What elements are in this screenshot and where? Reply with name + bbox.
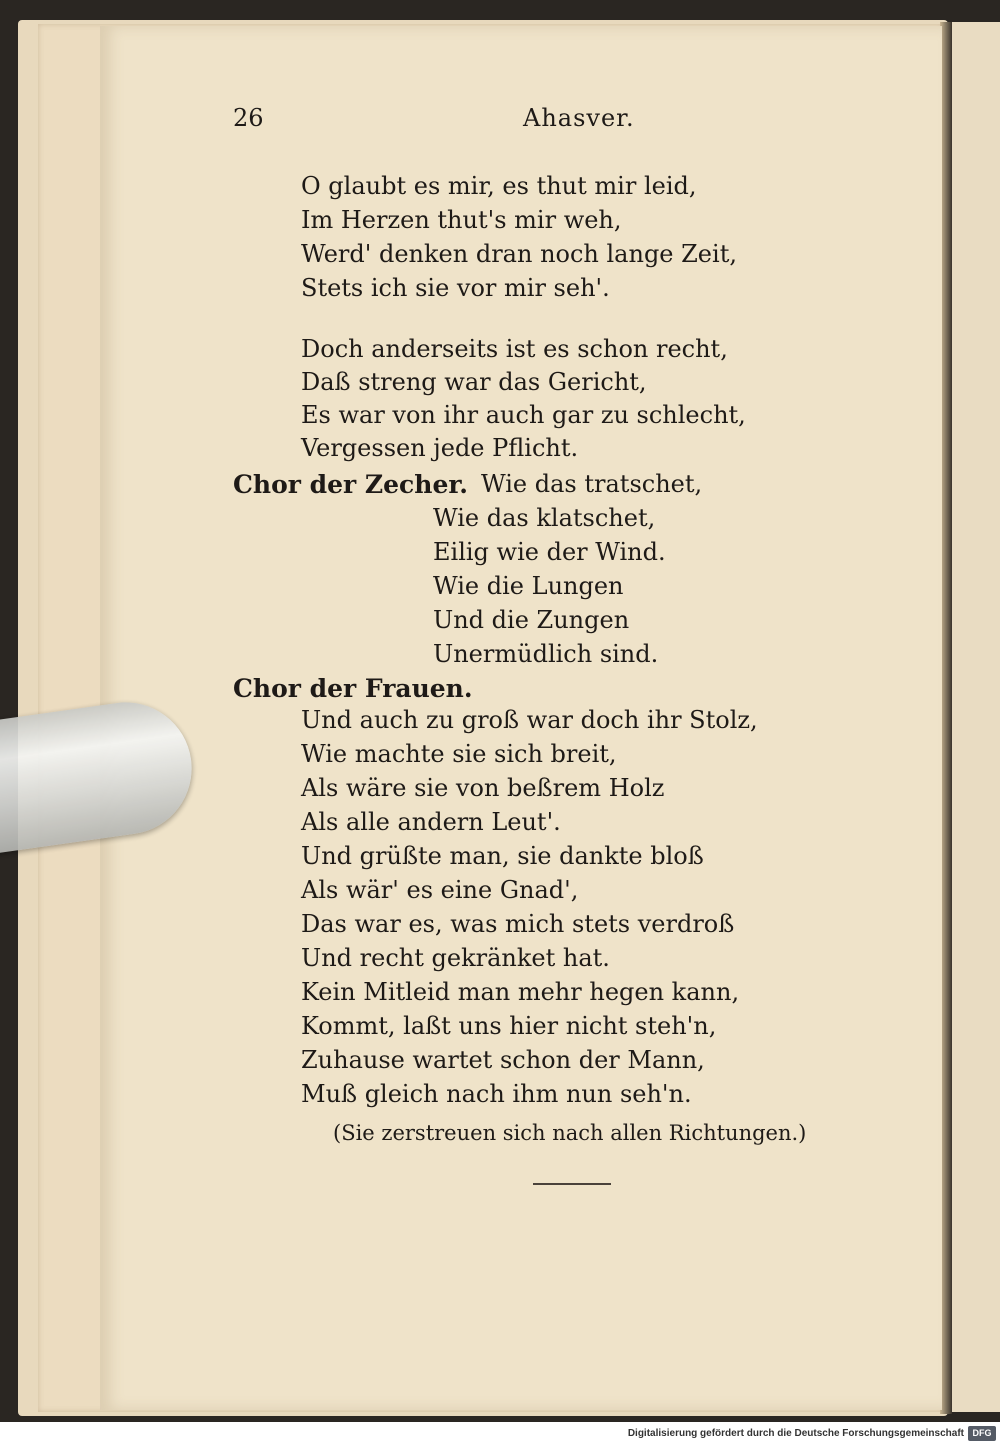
verse-line: Und recht gekränket hat. — [301, 944, 610, 972]
verse-line: Im Herzen thut's mir weh, — [301, 206, 622, 234]
speaker-label: Chor der Zecher. — [233, 470, 468, 499]
verse-line: Und grüßte man, sie dankte bloß — [301, 842, 704, 870]
verse-line: Als wär' es eine Gnad', — [301, 876, 579, 904]
verse-line: Als wäre sie von beßrem Holz — [301, 774, 665, 802]
dfg-logo: DFG — [968, 1426, 996, 1441]
verse-line: Unermüdlich sind. — [433, 640, 659, 668]
facing-page — [950, 22, 1000, 1412]
footer-credit: Digitalisierung gefördert durch die Deutsche Forschungsgemeinschaft — [627, 1428, 964, 1439]
speaker-label: Chor der Frauen. — [233, 674, 473, 703]
verse-line: Zuhause wartet schon der Mann, — [301, 1046, 705, 1074]
verse-line: Das war es, was mich stets verdroß — [301, 910, 735, 938]
page-number: 26 — [233, 104, 264, 132]
verse-line: Als alle andern Leut'. — [301, 808, 561, 836]
verse-line: Und die Zungen — [433, 606, 630, 634]
verse-line: Muß gleich nach ihm nun seh'n. — [301, 1080, 692, 1108]
verse-line: Doch anderseits ist es schon recht, — [301, 335, 728, 363]
verse-line: O glaubt es mir, es thut mir leid, — [301, 172, 697, 200]
verse-line: Daß streng war das Gericht, — [301, 368, 647, 396]
verse-line: Und auch zu groß war doch ihr Stolz, — [301, 706, 758, 734]
running-title: Ahasver. — [523, 104, 635, 132]
verse-line: Kein Mitleid man mehr hegen kann, — [301, 978, 740, 1006]
verse-line: Wie das tratschet, — [481, 470, 703, 498]
verse-line: Wie die Lungen — [433, 572, 624, 600]
verse-line: Wie machte sie sich breit, — [301, 740, 617, 768]
verse-line: Vergessen jede Pflicht. — [301, 434, 579, 462]
stage-direction: (Sie zerstreuen sich nach allen Richtungen.) — [333, 1121, 807, 1145]
verse-line: Es war von ihr auch gar zu schlecht, — [301, 401, 746, 429]
verse-line: Stets ich sie vor mir seh'. — [301, 274, 610, 302]
verse-line: Eilig wie der Wind. — [433, 538, 666, 566]
verse-line: Kommt, laßt uns hier nicht steh'n, — [301, 1012, 717, 1040]
end-rule — [533, 1183, 611, 1185]
verse-line: Wie das klatschet, — [433, 504, 656, 532]
verse-line: Werd' denken dran noch lange Zeit, — [301, 240, 737, 268]
